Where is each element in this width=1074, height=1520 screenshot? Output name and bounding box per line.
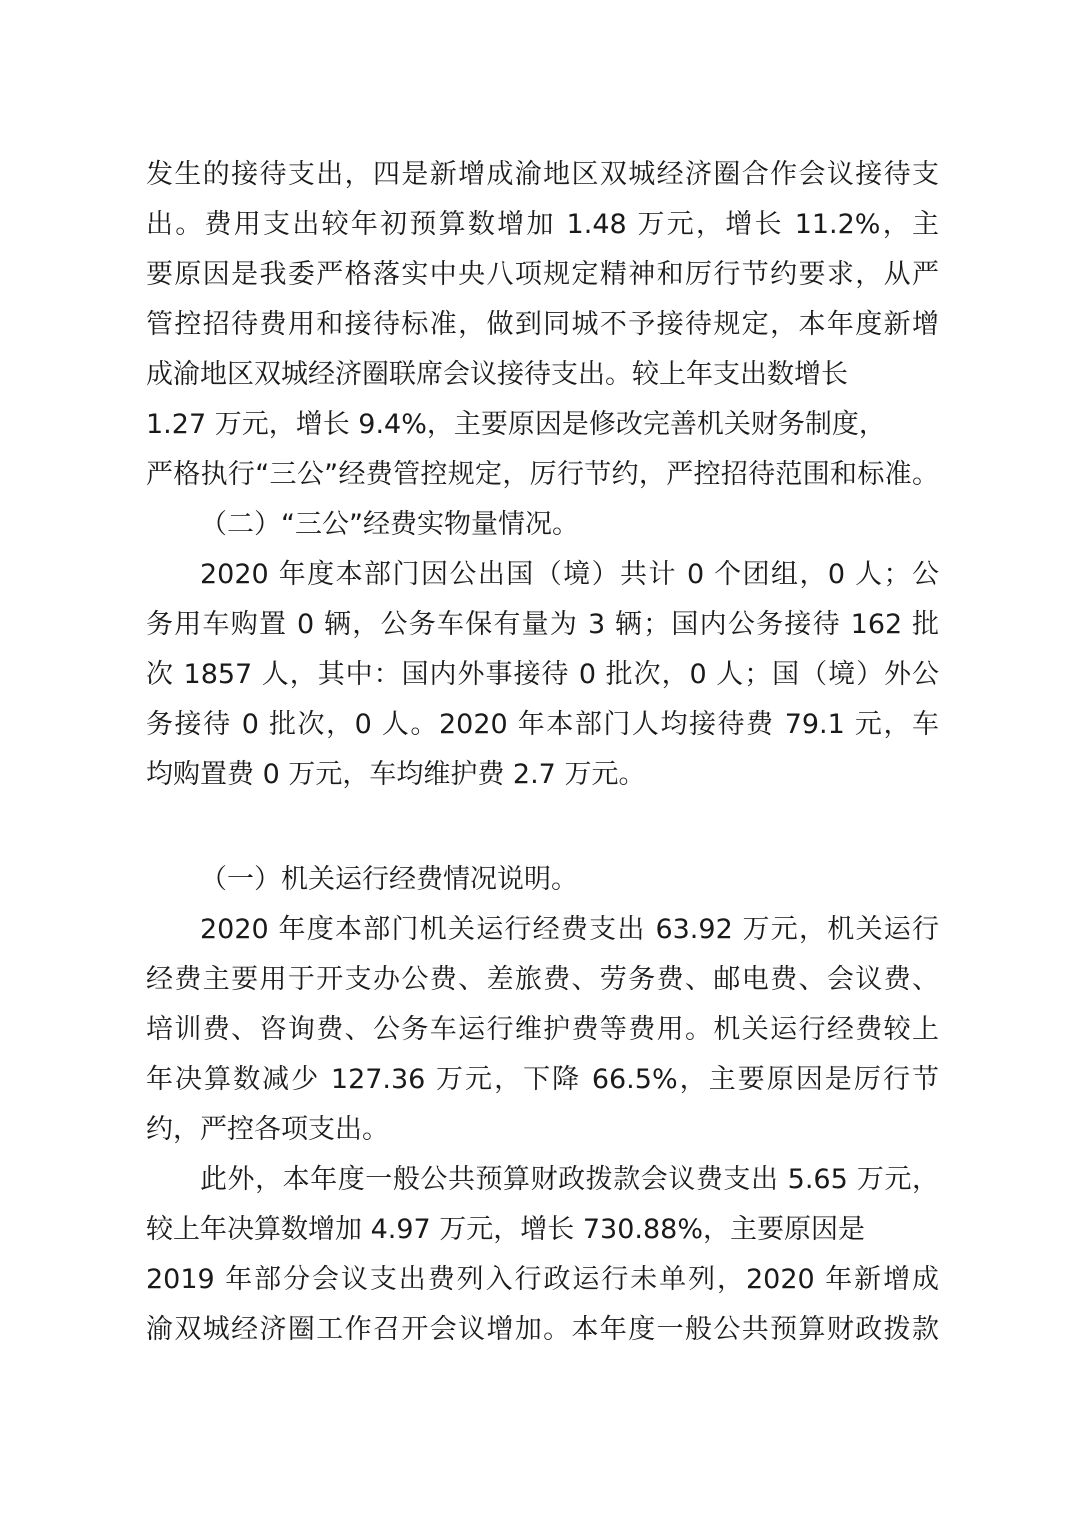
body-text-line: 管控招待费用和接待标准，做到同城不予接待规定，本年度新增 [146,309,939,340]
body-text-line: 均购置费 0 万元，车均维护费 2.7 万元。 [146,759,646,790]
section-heading: （一）机关运行经费情况说明。 [200,864,578,895]
body-text-line: 2019 年部分会议支出费列入行政运行未单列，2020 年新增成 [146,1264,939,1295]
body-text-line: 培训费、咨询费、公务车运行维护费等费用。机关运行经费较上 [146,1014,939,1045]
body-text-line: 经费主要用于开支办公费、差旅费、劳务费、邮电费、会议费、 [146,964,939,995]
body-text-line: 出。费用支出较年初预算数增加 1.48 万元，增长 11.2%，主 [146,209,939,240]
section-heading: （二）“三公”经费实物量情况。 [200,509,579,540]
body-text-line: 发生的接待支出，四是新增成渝地区双城经济圈合作会议接待支 [146,159,939,190]
body-text-line: 渝双城经济圈工作召开会议增加。本年度一般公共预算财政拨款 [146,1314,939,1345]
body-text-line: 务用车购置 0 辆，公务车保有量为 3 辆；国内公务接待 162 批 [146,609,939,640]
body-text-line: 年决算数减少 127.36 万元，下降 66.5%，主要原因是厉行节 [146,1064,939,1095]
body-text-line: 次 1857 人，其中：国内外事接待 0 批次，0 人；国（境）外公 [146,659,939,690]
body-text-line: 2020 年度本部门机关运行经费支出 63.92 万元，机关运行 [200,914,939,945]
body-text-line: 要原因是我委严格落实中央八项规定精神和厉行节约要求，从严 [146,259,939,290]
body-text-line: 严格执行“三公”经费管控规定，厉行节约，严控招待范围和标准。 [146,459,939,490]
body-text-line: 此外，本年度一般公共预算财政拨款会议费支出 5.65 万元， [200,1164,939,1195]
body-text-line: 务接待 0 批次，0 人。2020 年本部门人均接待费 79.1 元，车 [146,709,939,740]
body-text-line: 约，严控各项支出。 [146,1114,389,1145]
body-text-line: 2020 年度本部门因公出国（境）共计 0 个团组，0 人；公 [200,559,939,590]
body-text-line: 1.27 万元，增长 9.4%，主要原因是修改完善机关财务制度， [146,409,886,440]
body-text-line: 成渝地区双城经济圈联席会议接待支出。较上年支出数增长 [146,359,848,390]
body-text-line: 较上年决算数增加 4.97 万元，增长 730.88%，主要原因是 [146,1214,865,1245]
